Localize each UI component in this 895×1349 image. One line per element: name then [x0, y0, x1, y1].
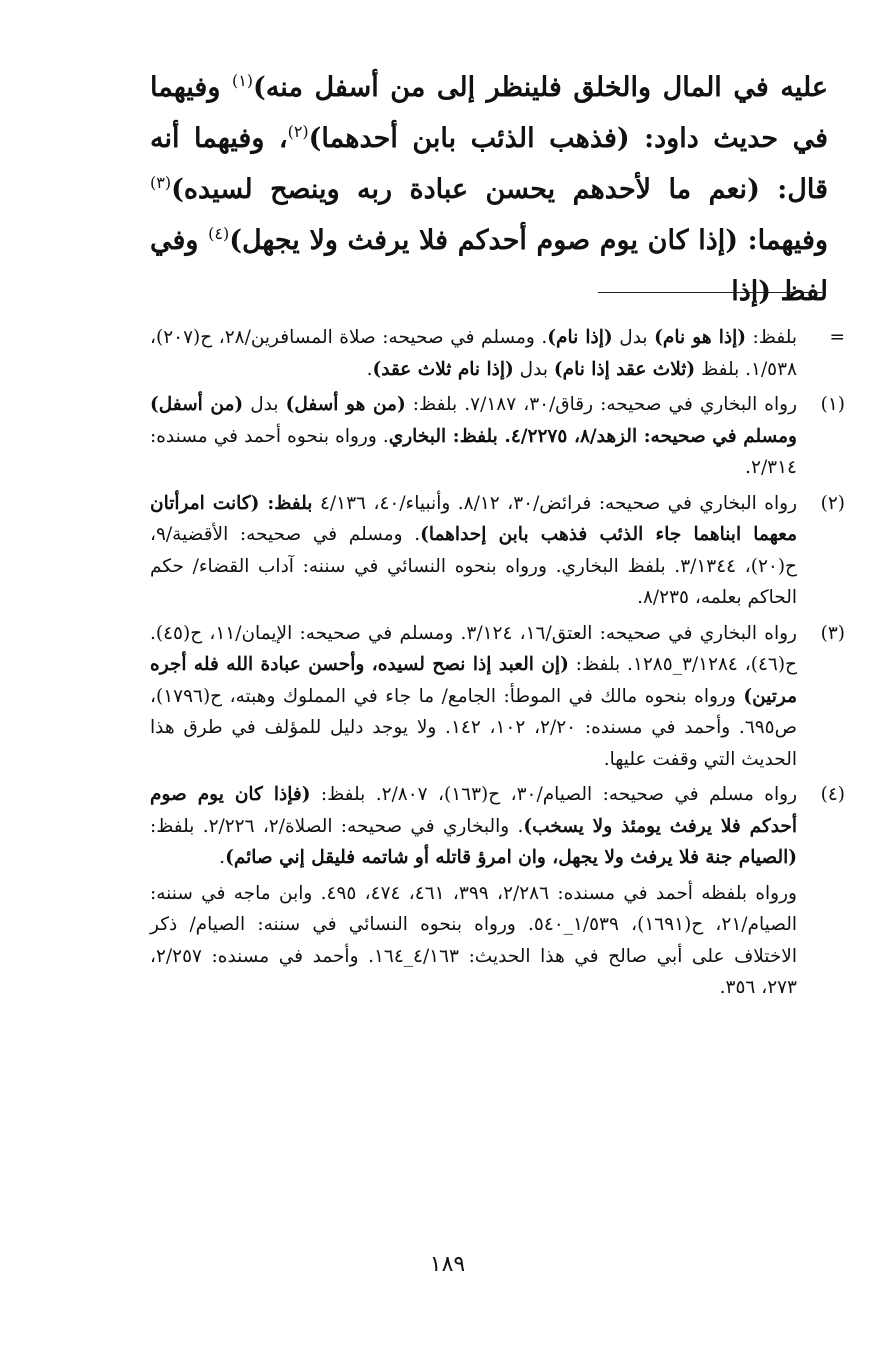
footnote-text — [150, 389, 797, 484]
main-text-segment: وفيهما: (إذا كان يوم صوم أحدكم فلا يرفث ولا يجهل) — [229, 225, 828, 256]
footnote-ref-4: (٤) — [208, 224, 230, 243]
main-text-segment: وفي لفظ (إذا — [150, 225, 828, 307]
bold-run: (من هو أسفل) — [285, 394, 406, 415]
text-run: رواه مسلم في صحيحه: الصيام/٣٠، ح(١٦٣)، ٢/٨٠٧. بلفظ: — [310, 784, 798, 805]
main-text-segment: ، وفيهما أنه قال: (نعم ما لأحدهم يحسن عبادة ربه وينصح لسيده) — [150, 123, 828, 205]
footnote-1 — [150, 389, 845, 484]
footnote-marker: = — [829, 327, 845, 348]
text-run: رواه البخاري في صحيحه: فرائض/٣٠، ٨/١٢. وأنبياء/٤٠، ٤/١٣٦ — [312, 492, 797, 514]
text-run: . ومسلم في صحيحه: الأقضية/٩، ح(٢٠)، ٣/١٣٤٤. بلفظ البخاري. ورواه بنحوه النسائي في سننه: آداب القضاء/ حكم الحاكم بعلمه، ٨/٢٣٥. — [150, 524, 797, 608]
footnote-ref-1: (١) — [231, 71, 254, 90]
text-run: بدل — [513, 358, 554, 380]
footnote-text — [150, 779, 797, 874]
bold-run: (ثلاث عقد إذا نام) — [553, 358, 696, 380]
footnote-4-continuation: ورواه بلفظه أحمد في مسنده: ٢/٢٨٦، ٣٩٩، ٤٦١، ٤٧٤، ٤٩٥. وابن ماجه في سننه: الصيام/٢١، ح(١٦٩١)، ١/٥٣٩_٥٤٠. ورواه بنحوه النسائي في سننه: الصيام/ ذكر الاختلاف على أبي صالح في هذا الحديث: ٤/١٦٣_١٦٤. وأحمد في مسنده: ٢/٢٥٧، ٢٧٣، ٣٥٦. — [150, 882, 798, 998]
text-run: بلفظ: — [745, 327, 797, 348]
footnotes — [150, 322, 845, 1004]
main-text-segment: عليه في المال والخلق فلينظر إلى من أسفل منه) — [253, 72, 829, 103]
footnote-3 — [150, 618, 845, 776]
main-text — [150, 62, 828, 317]
page-number: ١٨٩ — [429, 1252, 466, 1277]
footnote-ref-2: (٢) — [287, 122, 309, 141]
bold-run: (فإذا كان يوم صوم أحدكم فلا يرفث يومئذ ولا يسخب) — [150, 784, 798, 837]
bold-run: (إذا نام) — [547, 327, 613, 348]
text-run: . — [219, 847, 226, 868]
text-run: رواه البخاري في صحيحه: رقاق/٣٠، ٧/١٨٧. بلفظ: — [405, 394, 797, 415]
footnote-4 — [150, 779, 845, 874]
bold-run: (من أسفل) ومسلم في صحيحه: الزهد/٨، ٤/٢٢٧٥. بلفظ: البخاري — [150, 394, 797, 447]
text-run: . — [366, 358, 373, 380]
footnote-text — [150, 618, 797, 776]
bold-run: (إن العبد إذا نصح لسيده، وأحسن عبادة الله فله أجره مرتين) — [150, 654, 797, 707]
footnote-ref-3: (٣) — [150, 173, 172, 192]
footnote-marker: (٣) — [820, 622, 845, 644]
footnote-text — [150, 322, 797, 385]
footnote-marker: (١) — [820, 394, 845, 415]
bold-run: (إذا نام ثلاث عقد) — [372, 358, 514, 380]
text-run: ورواه بنحوه مالك في الموطأ: الجامع/ ما جاء في المملوك وهبته، ح(١٧٩٦)، ص٦٩٥. وأحمد في مسنده: ٢/٢٠، ١٠٢، ١٤٢. ولا يوجد دليل للمؤلف في طرق هذا الحديث التي وقفت عليها. — [150, 685, 797, 770]
main-paragraph — [150, 62, 828, 317]
footnote-text — [150, 488, 797, 614]
text-run: بدل — [243, 394, 286, 415]
text-run: . ومسلم في صحيحه: صلاة المسافرين/٢٨، ح(٢٠٧)، ١/٥٣٨. بلفظ — [150, 327, 797, 380]
footnote-marker: (٤) — [820, 784, 845, 805]
text-run: . ورواه بنحوه أحمد في مسنده: ٢/٣١٤. — [150, 425, 797, 478]
text-run: بدل — [612, 327, 655, 348]
footnote-separator — [598, 292, 822, 293]
footnote-marker: (٢) — [820, 492, 845, 514]
footnote-carryover — [150, 322, 845, 385]
bold-run: (إذا هو نام) — [654, 327, 746, 348]
bold-run: بلفظ: (كانت امرأتان معهما ابناهما جاء الذئب فذهب بابن إحداهما) — [150, 492, 797, 545]
main-text-segment: وفيهما في حديث داود: (فذهب الذئب بابن أحدهما) — [150, 72, 828, 154]
footnote-2 — [150, 488, 845, 614]
text-run: . والبخاري في صحيحه: الصلاة/٢، ٢/٢٢٦. بلفظ: — [150, 815, 524, 837]
text-run: رواه البخاري في صحيحه: العتق/١٦، ٣/١٢٤. ومسلم في صحيحه: الإيمان/١١، ح(٤٥). ح(٤٦)، ٣/١٢٨٤_١٢٨٥. بلفظ: — [150, 622, 797, 675]
bold-run: (الصيام جنة فلا يرفث ولا يجهل، وان امرؤ قاتله أو شاتمه فليقل إني صائم) — [225, 847, 797, 868]
